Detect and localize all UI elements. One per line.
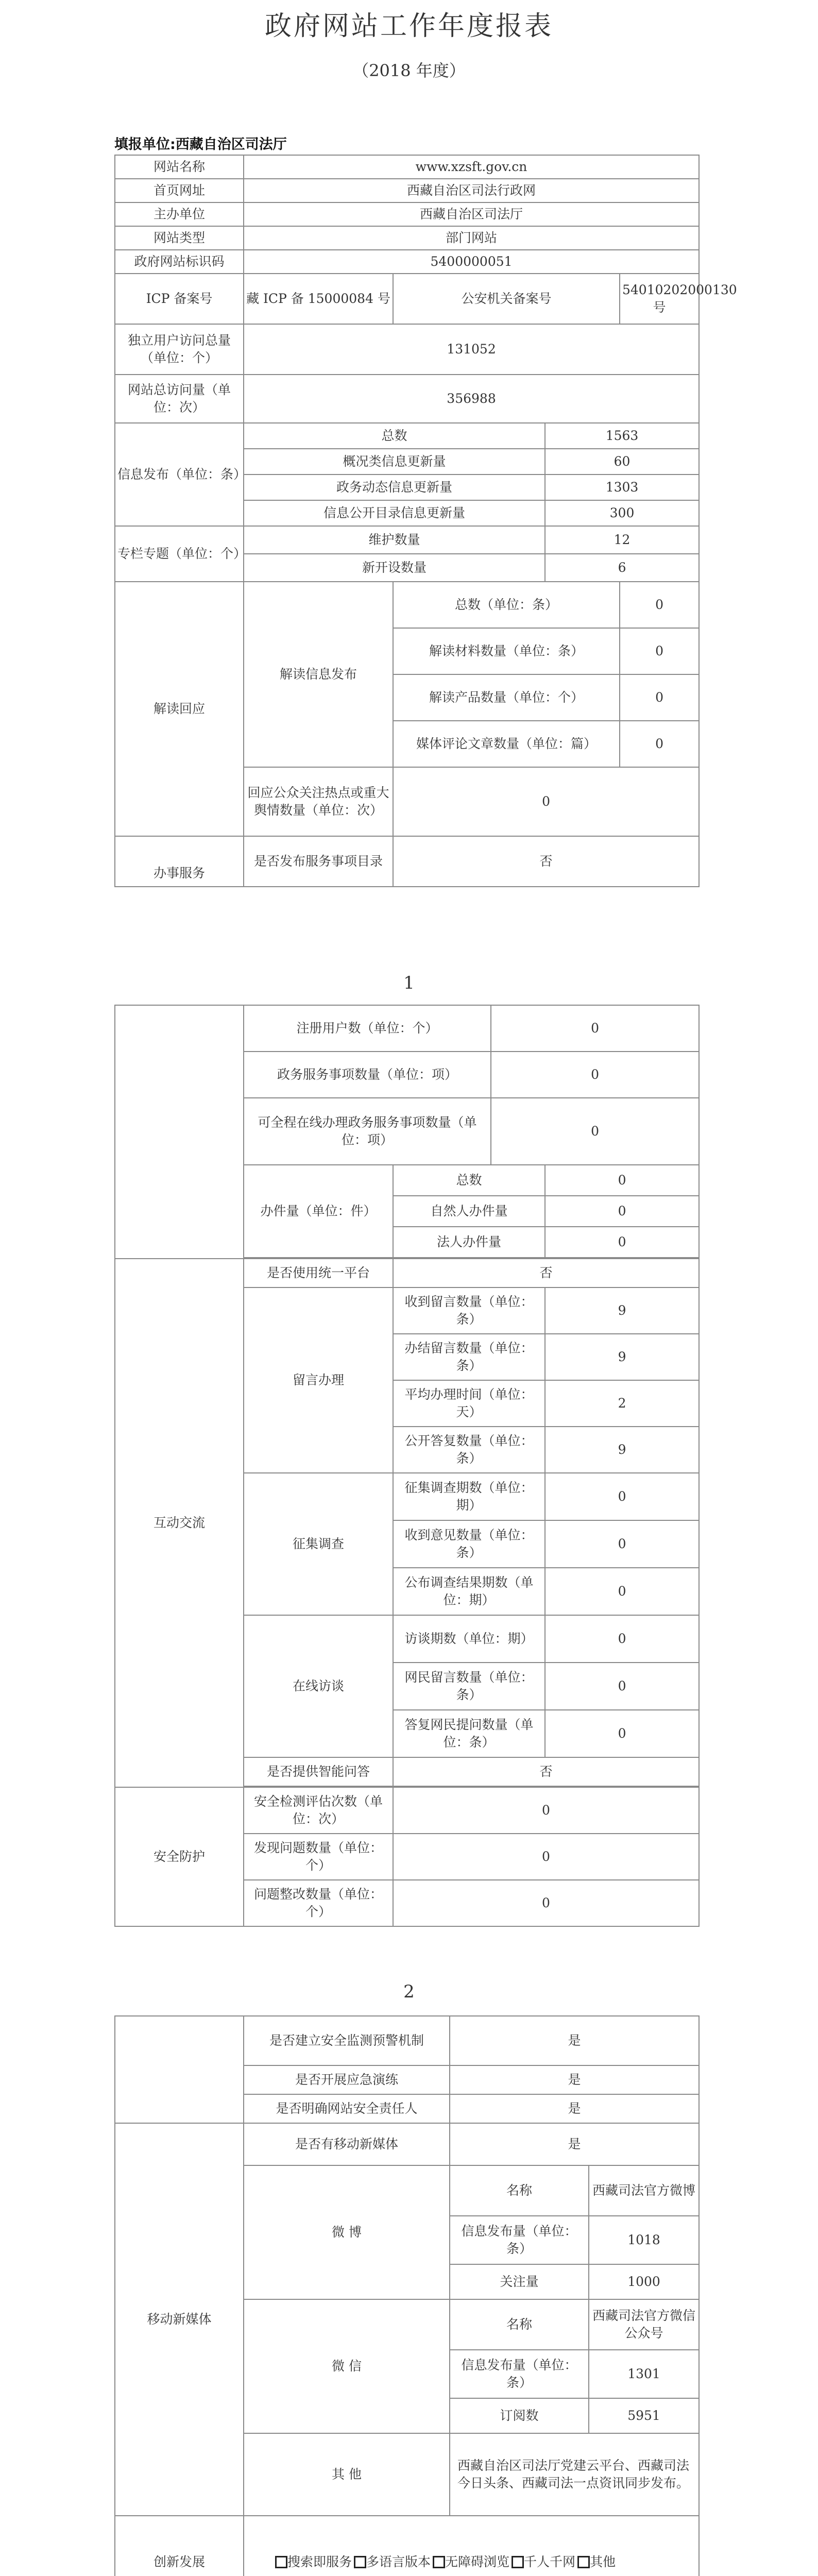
interpret-response-value: 0 <box>393 767 699 836</box>
innovation-options <box>244 2516 699 2576</box>
handle-person-label: 自然人办件量 <box>393 1196 545 1227</box>
info-open-value: 300 <box>545 500 699 526</box>
security-label: 安全防护 <box>115 1787 244 1926</box>
interpret-material-value: 0 <box>620 628 699 674</box>
police-record-value: 54010202000130 号 <box>620 274 699 324</box>
security-checks-label: 安全检测评估次数（单位：次） <box>244 1787 393 1834</box>
service-publish-value: 否 <box>393 836 699 887</box>
interpret-media-value: 0 <box>620 721 699 767</box>
service-items-label: 政务服务事项数量（单位：项） <box>244 1052 491 1098</box>
other-media-value: 西藏自治区司法厅党建云平台、西藏司法今日头条、西藏司法一点资讯同步发布。 <box>450 2433 699 2516</box>
weibo-posts-label: 信息发布量（单位：条） <box>450 2216 589 2264</box>
interpret-response-label: 回应公众关注热点或重大舆情数量（单位：次） <box>244 767 393 836</box>
info-open-label: 信息公开目录信息更新量 <box>244 500 545 526</box>
site-type-label: 网站类型 <box>115 226 244 250</box>
host-org-label: 主办单位 <box>115 202 244 226</box>
mobile-media-label: 移动新媒体 <box>115 2123 244 2516</box>
column-maintain-value: 12 <box>545 526 699 554</box>
security-checks-value: 0 <box>393 1787 699 1834</box>
security-drill-value: 是 <box>450 2065 699 2094</box>
interpret-product-label: 解读产品数量（单位：个） <box>393 674 620 721</box>
weibo-follow-value: 1000 <box>589 2264 699 2299</box>
msg-public-label: 公开答复数量（单位：条） <box>393 1427 545 1473</box>
wechat-subs-value: 5951 <box>589 2398 699 2433</box>
security-owner-value: 是 <box>450 2094 699 2123</box>
wechat-subs-label: 订阅数 <box>450 2398 589 2433</box>
icp-value: 藏 ICP 备 15000084 号 <box>244 274 393 324</box>
service-handle-label: 办件量（单位：件） <box>244 1165 393 1258</box>
interview-msgs-value: 0 <box>545 1663 699 1710</box>
smart-qa-label: 是否提供智能问答 <box>244 1757 393 1786</box>
weibo-name-value: 西藏司法官方微博 <box>589 2165 699 2216</box>
survey-count-value: 0 <box>545 1473 699 1520</box>
info-total-label: 总数 <box>244 423 545 449</box>
survey-count-label: 征集调查期数（单位：期） <box>393 1473 545 1520</box>
msg-public-value: 9 <box>545 1427 699 1473</box>
msg-days-value: 2 <box>545 1380 699 1427</box>
security-monitor-value: 是 <box>450 2016 699 2065</box>
report-year: （2018 年度） <box>352 61 466 80</box>
weibo-name-label: 名称 <box>450 2165 589 2216</box>
site-name-value: www.xzsft.gov.cn <box>244 155 699 179</box>
security-fixed-label: 问题整改数量（单位：个） <box>244 1880 393 1926</box>
police-record-label: 公安机关备案号 <box>393 274 620 324</box>
security-found-label: 发现问题数量（单位：个） <box>244 1834 393 1880</box>
handle-person-value: 0 <box>545 1196 699 1227</box>
weibo-label: 微 博 <box>244 2165 450 2299</box>
basic-info-table <box>114 155 737 887</box>
wechat-posts-value: 1301 <box>589 2350 699 2398</box>
reporting-unit: 填报单位:西藏自治区司法厅 <box>114 137 287 152</box>
has-mobile-label: 是否有移动新媒体 <box>244 2123 450 2165</box>
wechat-label: 微 信 <box>244 2299 450 2433</box>
weibo-posts-value: 1018 <box>589 2216 699 2264</box>
multilingual-option: 多语言版本 <box>366 2554 431 2570</box>
service-label: 办事服务 <box>115 836 244 887</box>
column-label: 专栏专题（单位：个） <box>115 526 244 582</box>
unique-visitors-value: 131052 <box>244 324 699 375</box>
service-users-label: 注册用户数（单位：个） <box>244 1005 491 1052</box>
page-number-2: 2 <box>403 1981 415 2002</box>
handle-total-label: 总数 <box>393 1165 545 1196</box>
other-checkbox[interactable] <box>577 2556 590 2568</box>
unique-visitors-label: 独立用户访问总量（单位：个） <box>115 324 244 375</box>
security-monitor-label: 是否建立安全监测预警机制 <box>244 2016 450 2065</box>
handle-legal-value: 0 <box>545 1227 699 1258</box>
platform-label: 是否使用统一平台 <box>244 1259 393 1287</box>
interpret-total-label: 总数（单位：条） <box>393 582 620 628</box>
survey-label: 征集调查 <box>244 1473 393 1615</box>
service-online-label: 可全程在线办理政务服务事项数量（单位：项） <box>244 1098 491 1165</box>
accessibility-option: 无障碍浏览 <box>445 2554 510 2570</box>
multilingual-checkbox[interactable] <box>354 2556 366 2568</box>
page-number-1: 1 <box>403 973 415 993</box>
service-users-value: 0 <box>491 1005 699 1052</box>
interpret-media-label: 媒体评论文章数量（单位：篇） <box>393 721 620 767</box>
homepage-label: 首页网址 <box>115 179 244 202</box>
msg-done-value: 9 <box>545 1334 699 1380</box>
survey-results-value: 0 <box>545 1568 699 1615</box>
wechat-name-value: 西藏司法官方微信公众号 <box>589 2299 699 2350</box>
security-drill-label: 是否开展应急演练 <box>244 2065 450 2094</box>
survey-opinions-label: 收到意见数量（单位：条） <box>393 1520 545 1568</box>
security-found-value: 0 <box>393 1834 699 1880</box>
personalized-option: 千人千网 <box>524 2554 576 2570</box>
icp-label: ICP 备案号 <box>115 274 244 324</box>
column-new-value: 6 <box>545 554 699 582</box>
search-service-checkbox[interactable] <box>275 2556 287 2568</box>
mobile-media-table <box>114 2015 700 2576</box>
homepage-value: 西藏自治区司法行政网 <box>244 179 699 202</box>
msg-received-label: 收到留言数量（单位：条） <box>393 1287 545 1334</box>
site-type-value: 部门网站 <box>244 226 699 250</box>
survey-opinions-value: 0 <box>545 1520 699 1568</box>
site-code-value: 5400000051 <box>244 250 699 274</box>
service-publish-label: 是否发布服务事项目录 <box>244 836 393 887</box>
info-news-label: 政务动态信息更新量 <box>244 474 545 500</box>
interview-label: 在线访谈 <box>244 1615 393 1757</box>
message-handling-label: 留言办理 <box>244 1287 393 1473</box>
info-news-value: 1303 <box>545 474 699 500</box>
site-name-label: 网站名称 <box>115 155 244 179</box>
search-service-option: 搜索即服务 <box>287 2554 352 2570</box>
other-option: 其他 <box>590 2554 616 2570</box>
has-mobile-value: 是 <box>450 2123 699 2165</box>
host-org-value: 西藏自治区司法厅 <box>244 202 699 226</box>
info-overview-label: 概况类信息更新量 <box>244 449 545 474</box>
wechat-name-label: 名称 <box>450 2299 589 2350</box>
other-media-label: 其 他 <box>244 2433 450 2516</box>
handle-total-value: 0 <box>545 1165 699 1196</box>
interview-msgs-label: 网民留言数量（单位：条） <box>393 1663 545 1710</box>
service-interact-table <box>114 1005 700 1927</box>
interview-count-value: 0 <box>545 1615 699 1663</box>
accessibility-checkbox[interactable] <box>433 2556 445 2568</box>
msg-received-value: 9 <box>545 1287 699 1334</box>
service-items-value: 0 <box>491 1052 699 1098</box>
smart-qa-value: 否 <box>393 1757 699 1786</box>
info-publish-label: 信息发布（单位：条） <box>115 423 244 526</box>
interpret-sub-label: 解读信息发布 <box>244 582 393 767</box>
survey-results-label: 公布调查结果期数（单位：期） <box>393 1568 545 1615</box>
interview-answers-value: 0 <box>545 1710 699 1757</box>
interview-count-label: 访谈期数（单位：期） <box>393 1615 545 1663</box>
report-title: 政府网站工作年度报表 <box>264 11 553 42</box>
interact-label: 互动交流 <box>115 1259 244 1787</box>
interpret-material-label: 解读材料数量（单位：条） <box>393 628 620 674</box>
page-views-label: 网站总访问量（单位：次） <box>115 375 244 423</box>
personalized-checkbox[interactable] <box>512 2556 524 2568</box>
interpret-label: 解读回应 <box>115 582 244 836</box>
info-total-value: 1563 <box>545 423 699 449</box>
column-maintain-label: 维护数量 <box>244 526 545 554</box>
security-fixed-value: 0 <box>393 1880 699 1926</box>
page-views-value: 356988 <box>244 375 699 423</box>
msg-days-label: 平均办理时间（单位：天） <box>393 1380 545 1427</box>
interpret-total-value: 0 <box>620 582 699 628</box>
info-overview-value: 60 <box>545 449 699 474</box>
platform-value: 否 <box>393 1259 699 1287</box>
security-owner-label: 是否明确网站安全责任人 <box>244 2094 450 2123</box>
service-online-value: 0 <box>491 1098 699 1165</box>
wechat-posts-label: 信息发布量（单位：条） <box>450 2350 589 2398</box>
column-new-label: 新开设数量 <box>244 554 545 582</box>
weibo-follow-label: 关注量 <box>450 2264 589 2299</box>
interview-answers-label: 答复网民提问数量（单位：条） <box>393 1710 545 1757</box>
msg-done-label: 办结留言数量（单位：条） <box>393 1334 545 1380</box>
handle-legal-label: 法人办件量 <box>393 1227 545 1258</box>
interpret-product-value: 0 <box>620 674 699 721</box>
innovation-label: 创新发展 <box>115 2516 244 2576</box>
site-code-label: 政府网站标识码 <box>115 250 244 274</box>
